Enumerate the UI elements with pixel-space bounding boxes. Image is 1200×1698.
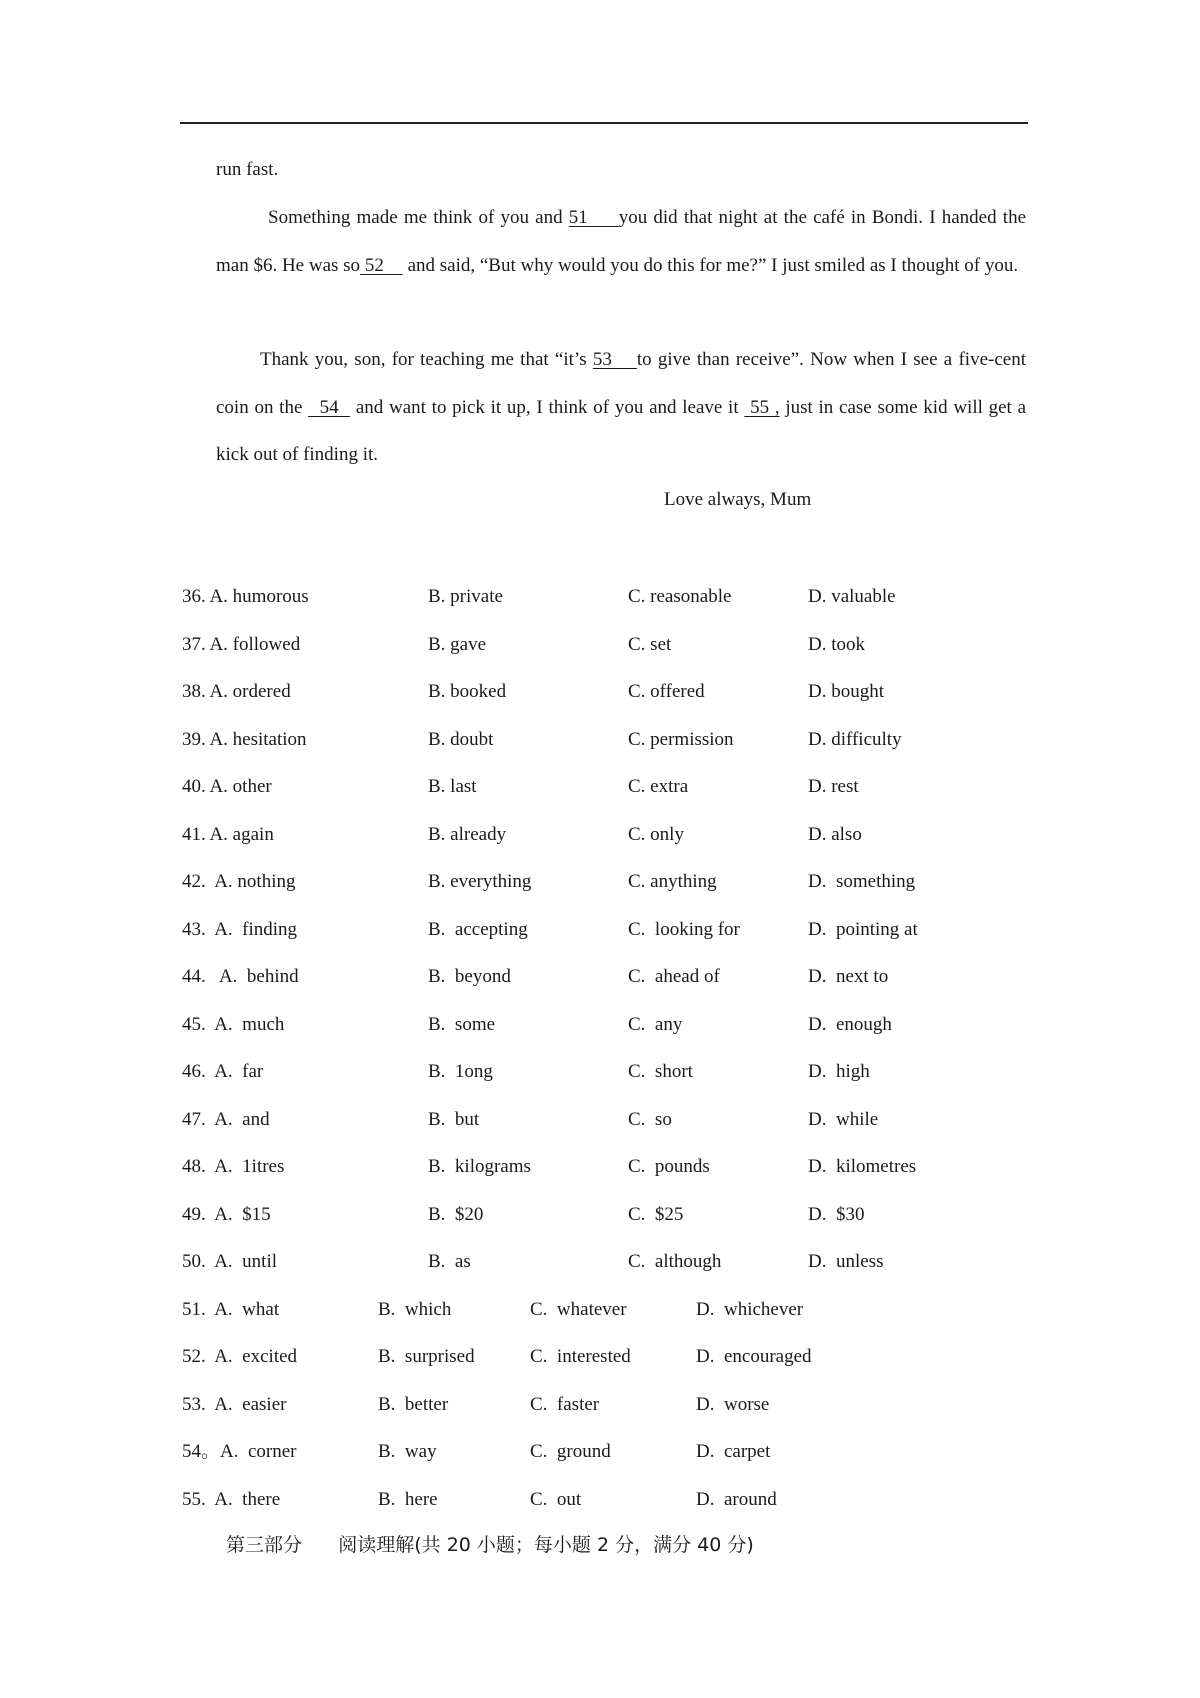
option-c: C. short (628, 1061, 693, 1082)
option-b: B. last (428, 776, 477, 797)
option-d: D. bought (808, 681, 884, 702)
question-number-option-a: 51. A. what (182, 1298, 280, 1320)
option-c: C. interested (530, 1346, 631, 1367)
question-number-option-a: 47. A. and (182, 1108, 270, 1130)
option-c: C. only (628, 823, 684, 845)
question-row (182, 1200, 1082, 1230)
paragraph-text: and said, “But why would you do this for me?” I just smiled as I thought of you. (402, 254, 1019, 276)
option-b: B. beyond (428, 966, 511, 987)
option-c: C. set (628, 633, 672, 655)
paragraph-text: and want to pick it up, I think of you and leave it (350, 396, 745, 418)
question-row (182, 1342, 1082, 1372)
blank-51: 51 (568, 207, 619, 228)
option-d: D. also (808, 823, 862, 845)
option-b: B. accepting (428, 918, 528, 940)
option-d: D. $30 (808, 1203, 865, 1225)
question-row (182, 962, 1082, 992)
question-row (182, 1390, 1082, 1420)
option-b: B. $20 (428, 1203, 484, 1225)
question-number-option-a: 50. A. until (182, 1251, 278, 1272)
option-d: D. valuable (808, 586, 896, 607)
question-row (182, 1247, 1082, 1277)
signature: Love always, Mum (664, 489, 812, 510)
question-row (182, 1295, 1082, 1325)
option-d: D. rest (808, 776, 859, 797)
option-c: C. offered (628, 681, 705, 702)
question-number-option-a: 53. A. easier (182, 1393, 287, 1415)
question-number-option-a: 55. A. there (182, 1488, 281, 1510)
question-number-option-a: 44. A. behind (182, 966, 299, 987)
option-c: C. whatever (530, 1298, 627, 1320)
question-row (182, 1057, 1082, 1087)
question-row (182, 725, 1082, 755)
question-row (182, 820, 1082, 850)
option-c: C. ahead of (628, 966, 720, 987)
question-row (182, 1437, 1082, 1467)
option-d: D. something (808, 871, 916, 892)
option-c: C. pounds (628, 1156, 710, 1177)
option-b: B. which (378, 1298, 452, 1320)
option-b: B. private (428, 586, 503, 607)
option-b: B. here (378, 1488, 438, 1510)
section-heading: 第三部分 阅读理解(共 20 小题；每小题 2 分，满分 40 分) (226, 1534, 754, 1556)
option-b: B. doubt (428, 728, 494, 750)
option-c: C. so (628, 1108, 672, 1130)
question-number-option-a: 54。A. corner (182, 1441, 297, 1462)
option-d: D. took (808, 633, 865, 655)
option-c: C. although (628, 1251, 722, 1272)
option-d: D. difficulty (808, 728, 902, 750)
blank-52: 52 (360, 254, 403, 276)
option-b: B. kilograms (428, 1156, 531, 1177)
option-c: C. permission (628, 728, 734, 750)
option-d: D. pointing at (808, 918, 918, 940)
question-row (182, 677, 1082, 707)
paragraph-text: Something made me think of you and (268, 207, 569, 228)
question-number-option-a: 45. A. much (182, 1013, 285, 1035)
option-b: B. booked (428, 681, 507, 702)
question-row (182, 582, 1082, 612)
option-b: B. already (428, 823, 507, 845)
question-number-option-a: 49. A. $15 (182, 1203, 271, 1225)
option-d: D. next to (808, 966, 889, 987)
question-row (182, 915, 1082, 945)
question-row (182, 867, 1082, 897)
option-b: B. as (428, 1251, 471, 1272)
option-b: B. but (428, 1108, 480, 1130)
option-d: D. unless (808, 1251, 884, 1272)
option-b: B. surprised (378, 1346, 475, 1367)
option-c: C. extra (628, 776, 689, 797)
blank-54: 54 (308, 396, 351, 418)
question-number-option-a: 39. A. hesitation (182, 728, 307, 750)
question-number-option-a: 41. A. again (182, 823, 274, 845)
question-row (182, 772, 1082, 802)
question-number-option-a: 36. A. humorous (182, 586, 309, 607)
option-c: C. ground (530, 1441, 611, 1462)
question-number-option-a: 43. A. finding (182, 918, 298, 940)
option-d: D. worse (696, 1393, 770, 1415)
paragraph-text: Thank you, son, for teaching me that “it’s (260, 349, 593, 370)
passage-paragraph-0 (216, 146, 1026, 194)
question-row (182, 1010, 1082, 1040)
passage-paragraph-2 (216, 336, 1026, 479)
option-c: C. faster (530, 1393, 600, 1415)
question-row (182, 1105, 1082, 1135)
paragraph-text: to give than receive”. Now when I see a five-cent coin on the (216, 349, 1026, 418)
paragraph-text: run fast. (216, 159, 279, 180)
question-number-option-a: 46. A. far (182, 1061, 264, 1082)
question-number-option-a: 48. A. 1itres (182, 1156, 285, 1177)
question-row (182, 1485, 1082, 1515)
option-d: D. kilometres (808, 1156, 917, 1177)
option-c: C. $25 (628, 1203, 684, 1225)
paragraph-text: just in case some kid will get a kick out of finding it. (216, 396, 1027, 465)
option-b: B. gave (428, 633, 487, 655)
question-number-option-a: 52. A. excited (182, 1346, 298, 1367)
question-row (182, 1152, 1082, 1182)
option-b: B. better (378, 1393, 449, 1415)
passage-paragraph-1 (216, 194, 1026, 289)
option-c: C. out (530, 1488, 582, 1510)
blank-55: 55 , (744, 396, 780, 418)
option-c: C. looking for (628, 918, 740, 940)
option-d: D. while (808, 1108, 879, 1130)
question-row (182, 630, 1082, 660)
option-d: D. high (808, 1061, 870, 1082)
question-number-option-a: 38. A. ordered (182, 681, 291, 702)
option-b: B. 1ong (428, 1061, 493, 1082)
option-c: C. anything (628, 871, 717, 892)
option-b: B. some (428, 1013, 496, 1035)
blank-53: 53 (592, 349, 637, 370)
option-b: B. everything (428, 871, 532, 892)
option-d: D. around (696, 1488, 777, 1510)
option-d: D. enough (808, 1013, 892, 1035)
option-d: D. encouraged (696, 1346, 812, 1367)
option-d: D. whichever (696, 1298, 804, 1320)
option-c: C. any (628, 1013, 683, 1035)
question-number-option-a: 42. A. nothing (182, 871, 296, 892)
header-rule (180, 122, 1028, 124)
option-b: B. way (378, 1441, 437, 1462)
option-c: C. reasonable (628, 586, 732, 607)
option-d: D. carpet (696, 1441, 771, 1462)
question-number-option-a: 40. A. other (182, 776, 272, 797)
paragraph-text: you did that night at the café in Bondi. I handed the man $6. He was so (216, 207, 1026, 276)
question-number-option-a: 37. A. followed (182, 633, 301, 655)
